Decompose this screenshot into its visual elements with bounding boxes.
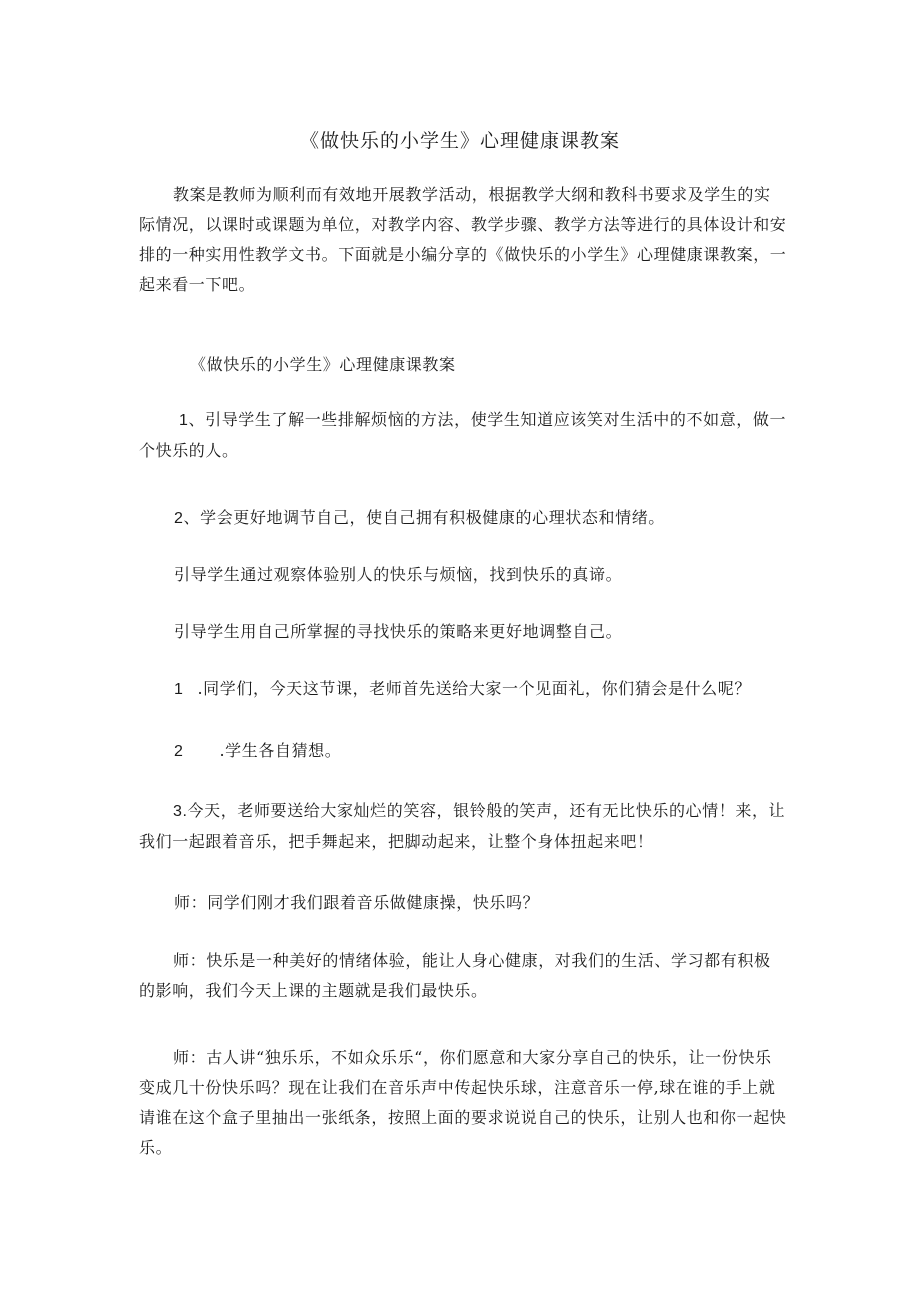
step-2-paragraph — [174, 736, 341, 767]
document-title: 《做快乐的小学生》心理健康课教案 — [299, 130, 620, 152]
step-1-paragraph — [174, 674, 751, 705]
step-2-text: .学生各自猜想。 — [219, 741, 342, 760]
lesson-subtitle: 《做快乐的小学生》心理健康课教案 — [190, 355, 456, 374]
step-3-number: 3. — [173, 803, 188, 820]
key-point-1: 引导学生通过观察体验别人的快乐与烦恼，找到快乐的真谛。 — [174, 565, 623, 584]
goal-1-text: 、引导学生了解一些排解烦恼的方法，使学生知道应该笑对生活中的不如意，做一个快乐的人。 — [139, 410, 787, 460]
teacher-line-3: 师：古人讲“独乐乐，不如众乐乐“，你们愿意和大家分享自己的快乐，让一份快乐变成几十份快乐吗？现在让我们在音乐声中传起快乐球，注意音乐一停,球在谁的手上就请谁在这个盒子里抽出一张纸条，按照上面的要求说说自己的快乐，让别人也和你一起快乐。 — [139, 1048, 787, 1157]
step-3-text: 今天，老师要送给大家灿烂的笑容，银铃般的笑声，还有无比快乐的心情！来，让我们一起跟着音乐，把手舞起来，把脚动起来，让整个身体扭起来吧！ — [139, 801, 786, 851]
teacher-line-1: 师：同学们刚才我们跟着音乐做健康操，快乐吗？ — [174, 893, 540, 912]
intro-paragraph: 教案是教师为顺利而有效地开展教学活动，根据教学大纲和教科书要求及学生的实际情况，以课时或课题为单位，对教学内容、教学步骤、教学方法等进行的具体设计和安排的一种实用性教学文书。下面就是小编分享的《做快乐的小学生》心理健康课教案，一起来看一下吧。 — [139, 185, 787, 294]
step-2-number: 2 — [174, 743, 184, 760]
key-point-2: 引导学生用自己所掌握的寻找快乐的策略来更好地调整自己。 — [174, 622, 623, 641]
goal-2-text: 、学会更好地调节自己，使自己拥有积极健康的心理状态和情绪。 — [183, 508, 665, 527]
teacher-line-2: 师：快乐是一种美好的情绪体验，能让人身心健康，对我们的生活、学习都有积极的影响，我们今天上课的主题就是我们最快乐。 — [139, 951, 771, 1000]
goal-2-number: 2 — [174, 510, 184, 527]
step-3-paragraph — [139, 796, 787, 857]
goal-2-paragraph — [174, 503, 665, 534]
step-1-text: .同学们，今天这节课，老师首先送给大家一个见面礼，你们猜会是什么呢？ — [197, 679, 751, 698]
goal-1-number: 1 — [179, 412, 189, 429]
step-1-number: 1 — [174, 681, 184, 698]
goal-1-paragraph — [139, 405, 787, 466]
